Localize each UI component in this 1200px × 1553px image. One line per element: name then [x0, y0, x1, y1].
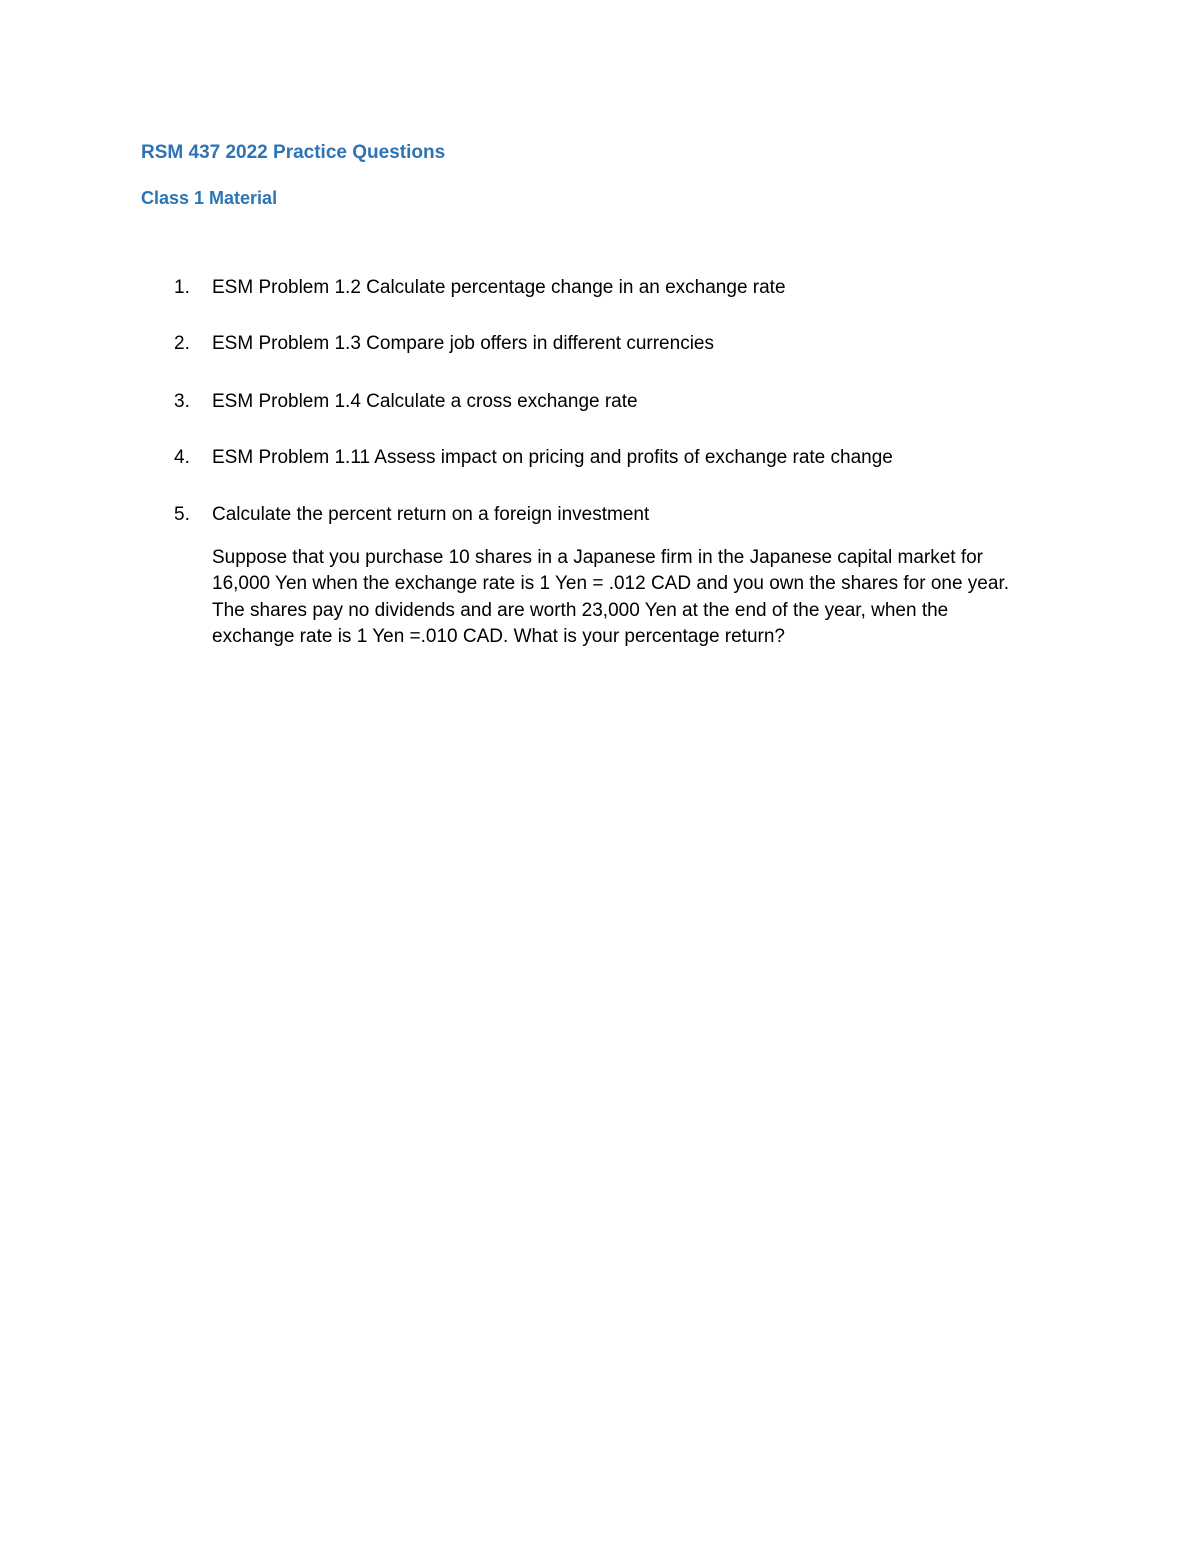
question-text: ESM Problem 1.4 Calculate a cross exchange rate — [212, 391, 638, 412]
question-text: ESM Problem 1.11 Assess impact on pricing and profits of exchange rate change — [212, 447, 893, 468]
document-title: RSM 437 2022 Practice Questions — [141, 142, 446, 163]
question-number: 4. — [174, 447, 190, 468]
question-text: Calculate the percent return on a foreign investment — [212, 504, 650, 525]
question-number: 1. — [174, 277, 190, 298]
detail-line: Suppose that you purchase 10 shares in a Japanese firm in the Japanese capital market for — [212, 547, 984, 568]
question-item-5 — [0, 503, 1200, 533]
question-text: ESM Problem 1.3 Compare job offers in different currencies — [212, 333, 714, 354]
question-item-4 — [0, 446, 1200, 476]
question-number: 2. — [174, 333, 190, 354]
question-number: 5. — [174, 504, 190, 525]
detail-line: The shares pay no dividends and are worth 23,000 Yen at the end of the year, when the — [212, 599, 949, 621]
section-heading: Class 1 Material — [141, 188, 278, 208]
question-item-2 — [0, 332, 1200, 362]
question-item-1 — [0, 276, 1200, 306]
question-item-3 — [0, 390, 1200, 420]
question-text: ESM Problem 1.2 Calculate percentage change in an exchange rate — [212, 277, 786, 298]
detail-line: 16,000 Yen when the exchange rate is 1 Yen = .012 CAD and you own the shares for one year. — [212, 573, 1009, 595]
question-number: 3. — [174, 391, 190, 412]
question-5-detail — [212, 545, 1062, 650]
detail-line: exchange rate is 1 Yen =.010 CAD. What is your percentage return? — [212, 625, 785, 647]
